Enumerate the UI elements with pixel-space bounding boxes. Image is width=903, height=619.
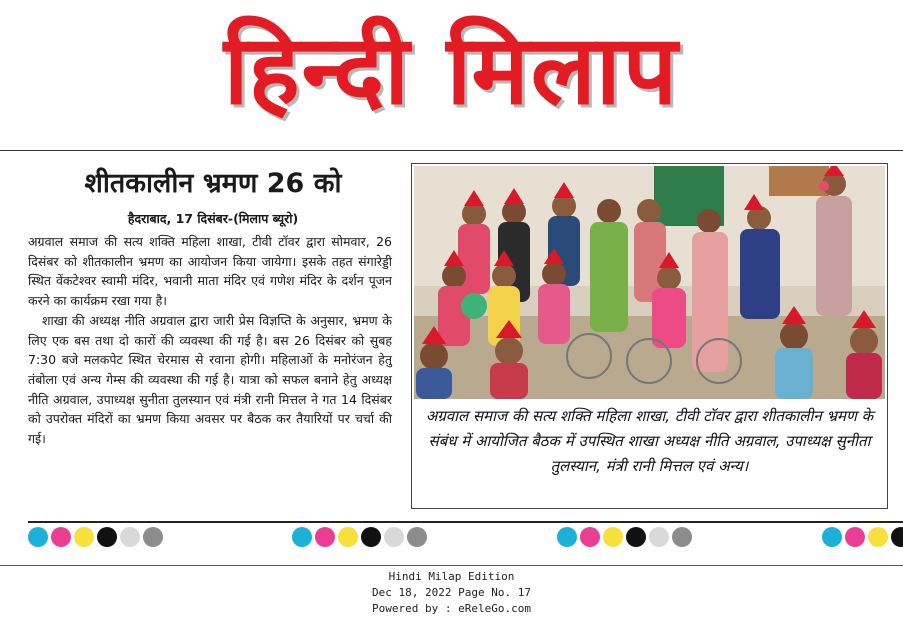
registration-dot bbox=[51, 527, 71, 547]
edition-date-page: Dec 18, 2022 Page No. 17 bbox=[372, 586, 531, 599]
registration-mark bbox=[822, 527, 903, 549]
article-paragraph: शाखा की अध्यक्ष नीति अग्रवाल द्वारा जारी प्रेस विज्ञप्ति के अनुसार, भ्रमण के लिए एक बस तथा दो कारों की व्यवस्था की गई है। बस 26 दिसंबर को सुबह 7:30 बजे मलकपेट स्थित चेरमास से रवाना होगी। महिलाओं के मनोरंजन हेतु तंबोला एवं अन्य गेम्स की व्यवस्था की गई है। यात्रा को सफल बनाने हेतु अध्यक्ष नीति अग्रवाल, उपाध्यक्ष सुनीता तुलस्यान एवं मंत्री रानी मित्तल ने गत 14 दिसंबर को उपरोक्त मंदिरों का भ्रमण किया अवसर पर बैठक कर तैयारियों पर चर्चा की गई। bbox=[28, 312, 392, 447]
article-headline: शीतकालीन भ्रमण 26 को bbox=[84, 168, 342, 199]
registration-mark bbox=[292, 527, 430, 549]
newspaper-logo: हिन्दी मिलाप bbox=[223, 13, 680, 126]
registration-dot bbox=[891, 527, 903, 547]
registration-dot bbox=[603, 527, 623, 547]
registration-dot bbox=[557, 527, 577, 547]
article-paragraph: अग्रवाल समाज की सत्य शक्ति महिला शाखा, टीवी टॉवर द्वारा सोमवार, 26 दिसंबर को शीतकालीन भ्रमण का आयोजन किया जायेगा। इसके तहत संगारेड्डी स्थित वेंकटेश्वर स्वामी मंदिर, भवानी माता मंदिर एवं गणेश मंदिर के दर्शन पूजन करने का कार्यक्रम रखा गया है। bbox=[28, 234, 392, 309]
edition-footer bbox=[0, 569, 903, 617]
registration-dot bbox=[384, 527, 404, 547]
registration-dot bbox=[407, 527, 427, 547]
registration-dot bbox=[626, 527, 646, 547]
registration-dot bbox=[120, 527, 140, 547]
registration-dot bbox=[868, 527, 888, 547]
registration-dot bbox=[74, 527, 94, 547]
registration-dot bbox=[97, 527, 117, 547]
footer-divider bbox=[0, 565, 903, 566]
masthead bbox=[0, 0, 903, 150]
registration-dot bbox=[822, 527, 842, 547]
registration-dot bbox=[672, 527, 692, 547]
powered-by-link[interactable]: Powered by : eReleGo.com bbox=[372, 602, 531, 615]
news-photo bbox=[414, 166, 885, 399]
article-body bbox=[28, 232, 392, 449]
registration-dot bbox=[315, 527, 335, 547]
registration-dot bbox=[338, 527, 358, 547]
registration-dot bbox=[361, 527, 381, 547]
registration-mark bbox=[28, 527, 166, 549]
registration-dot bbox=[143, 527, 163, 547]
registration-dot bbox=[580, 527, 600, 547]
photo-box bbox=[411, 163, 888, 509]
top-divider bbox=[0, 150, 903, 151]
registration-dot bbox=[28, 527, 48, 547]
bottom-divider bbox=[28, 521, 903, 523]
registration-dot bbox=[845, 527, 865, 547]
registration-mark bbox=[557, 527, 695, 549]
article-dateline: हैदराबाद, 17 दिसंबर-(मिलाप ब्यूरो) bbox=[127, 211, 299, 226]
registration-dot bbox=[649, 527, 669, 547]
photo-caption: अग्रवाल समाज की सत्य शक्ति महिला शाखा, टीवी टॉवर द्वारा शीतकालीन भ्रमण के संबंध में आयोजित बैठक में उपस्थित शाखा अध्यक्ष नीति अग्रवाल, उपाध्यक्ष सुनीता तुलस्यान, मंत्री रानी मित्तल एवं अन्य। bbox=[425, 407, 874, 475]
edition-name: Hindi Milap Edition bbox=[388, 570, 515, 583]
registration-dot bbox=[292, 527, 312, 547]
